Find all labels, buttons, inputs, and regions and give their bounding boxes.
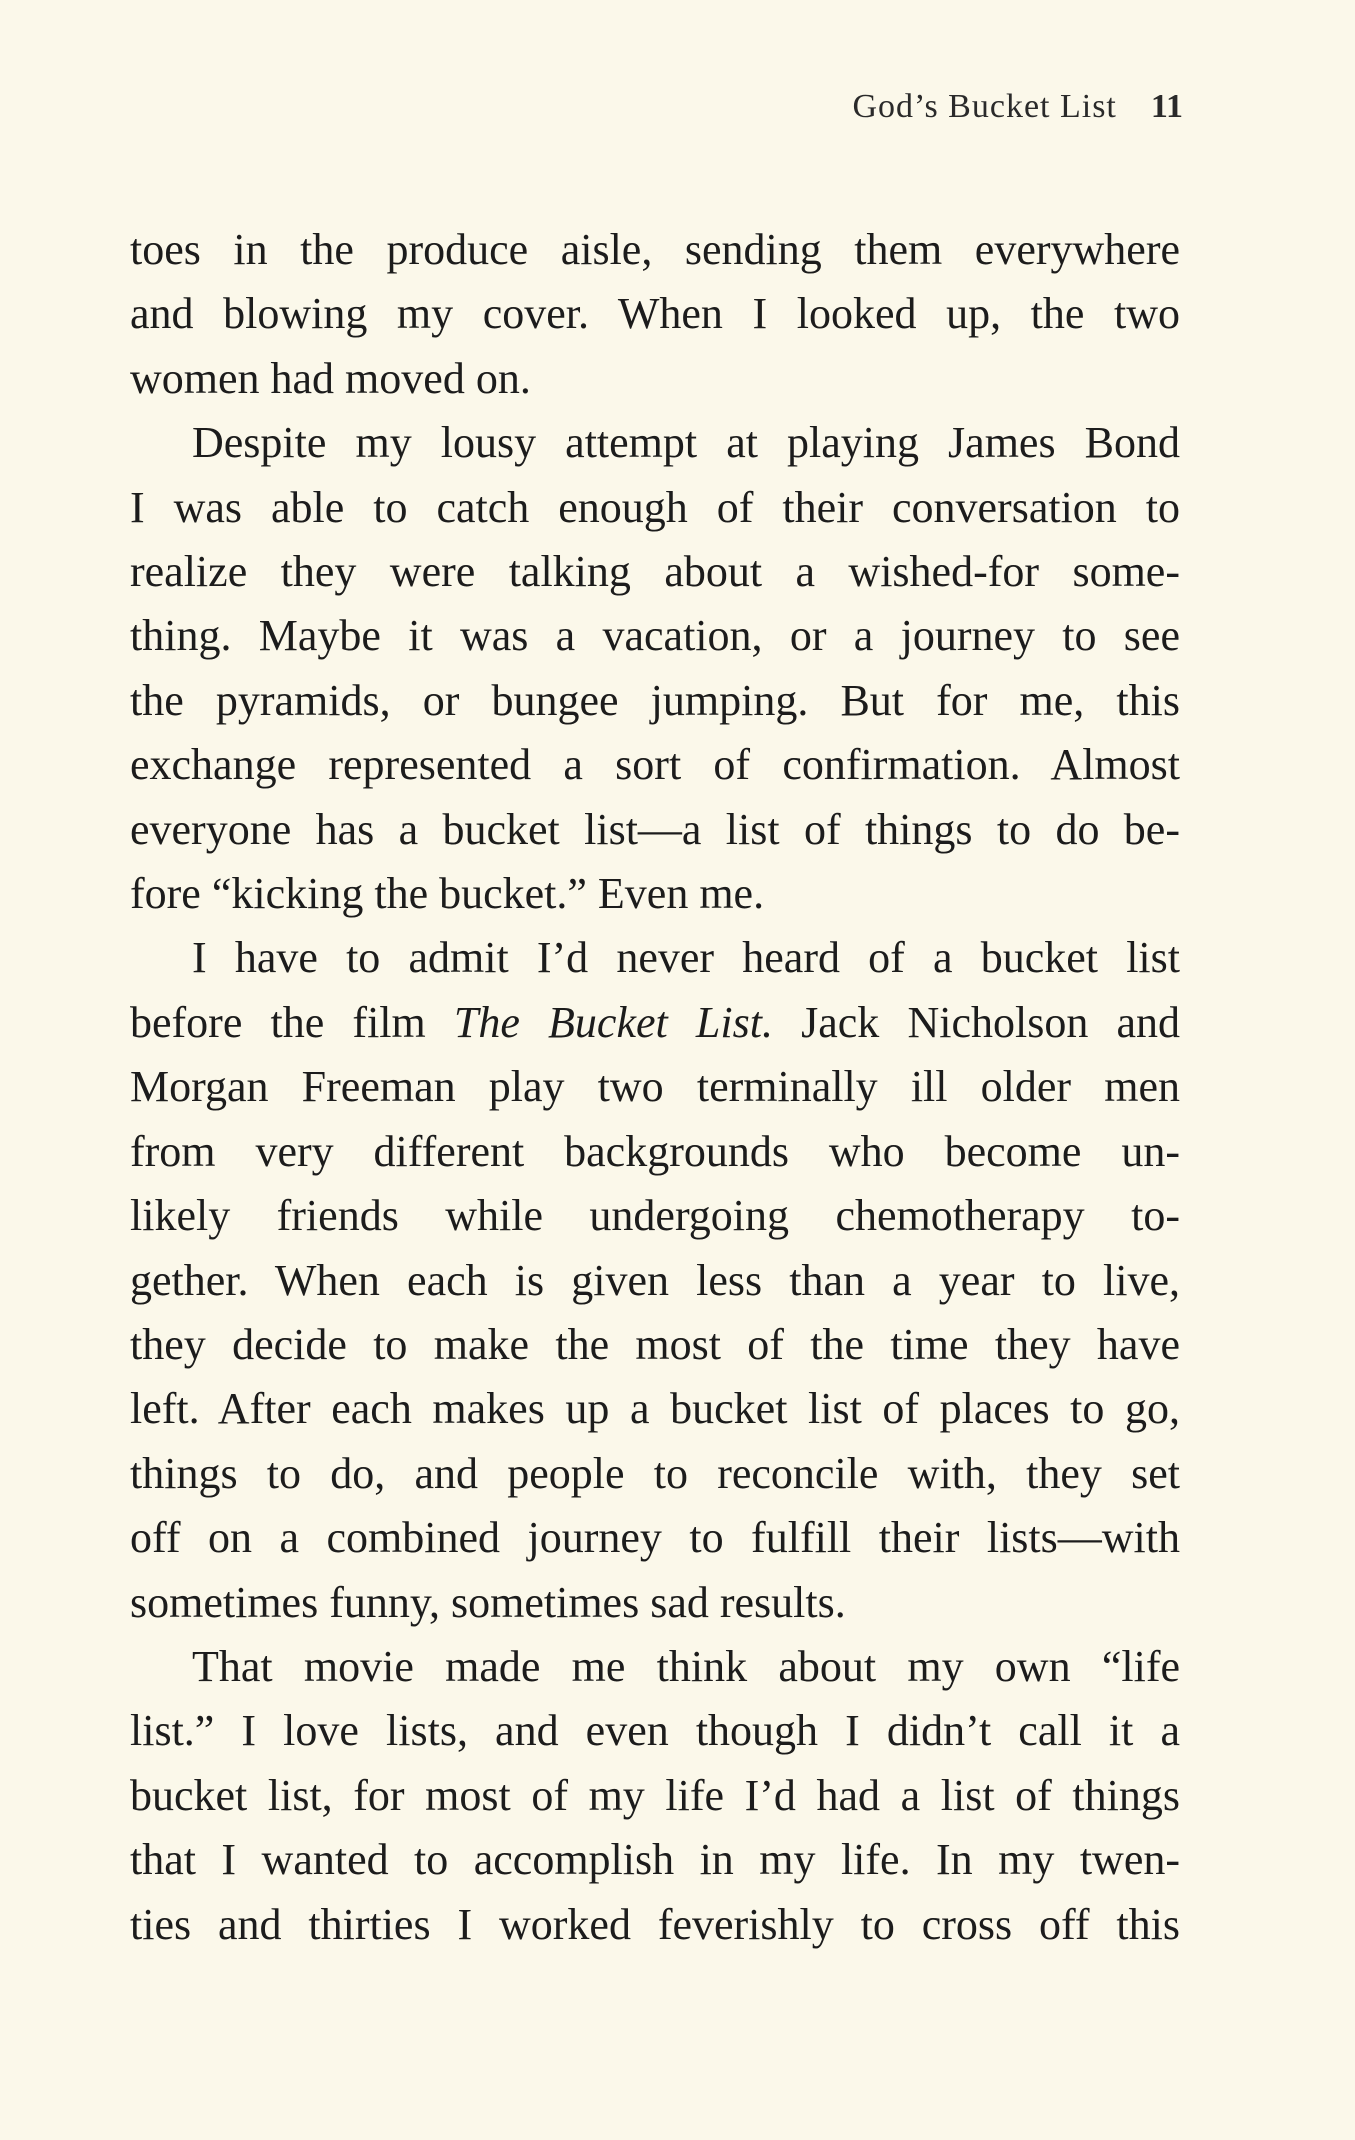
paragraph-4 <box>130 1635 1180 1957</box>
running-head <box>852 88 1183 126</box>
paragraph-2 <box>130 411 1180 926</box>
text-line: sometimes funny, sometimes sad results. <box>130 1577 846 1627</box>
text-line: off on a combined journey to fulfill their lists—with <box>130 1513 1180 1563</box>
text-line: toes in the produce aisle, sending them everywhere <box>130 225 1180 274</box>
text-line: things to do, and people to reconcile with, they set <box>130 1448 1180 1498</box>
text-line: list.” I love lists, and even though I didn’t call it a <box>130 1706 1180 1756</box>
text-line: everyone has a bucket list—a list of things to do be- <box>130 804 1180 854</box>
film-title: The Bucket List. <box>453 997 773 1047</box>
text-line: they decide to make the most of the time they have <box>130 1319 1180 1369</box>
text-line: Morgan Freeman play two terminally ill older men <box>130 1062 1180 1112</box>
text-line: I have to admit I’d never heard of a bucket list <box>192 933 1180 983</box>
paragraph-1 <box>130 218 1180 411</box>
running-title: God’s Bucket List <box>852 88 1117 125</box>
text-line: ties and thirties I worked feverishly to cross off this <box>130 1899 1180 1949</box>
text-line: and blowing my cover. When I looked up, the two <box>130 289 1180 339</box>
text-line: thing. Maybe it was a vacation, or a journey to see <box>130 611 1180 661</box>
text-line: I was able to catch enough of their conversation to <box>130 482 1180 532</box>
paragraph-3 <box>130 926 1180 1634</box>
text-line: That movie made me think about my own “life <box>192 1641 1180 1691</box>
text-fragment: before the film <box>130 997 454 1047</box>
text-line: left. After each makes up a bucket list of places to go, <box>130 1384 1180 1434</box>
text-fragment: Jack Nicholson and <box>772 997 1180 1047</box>
text-line: exchange represented a sort of confirmation. Almost <box>130 740 1180 790</box>
text-line: from very different backgrounds who become un- <box>130 1126 1180 1176</box>
text-line: Despite my lousy attempt at playing James Bond <box>192 418 1180 468</box>
text-line: realize they were talking about a wished-for some- <box>130 547 1180 597</box>
text-line: gether. When each is given less than a year to live, <box>130 1255 1180 1305</box>
body-text <box>130 218 1180 1957</box>
text-line: women had moved on. <box>130 353 531 403</box>
text-line: the pyramids, or bungee jumping. But for me, this <box>130 675 1180 725</box>
text-line-with-title <box>130 991 1180 1055</box>
page-number: 11 <box>1150 88 1183 125</box>
text-line: likely friends while undergoing chemotherapy to- <box>130 1191 1180 1241</box>
text-line: fore “kicking the bucket.” Even me. <box>130 869 765 919</box>
text-line: bucket list, for most of my life I’d had a list of things <box>130 1770 1180 1820</box>
text-line: that I wanted to accomplish in my life. In my twen- <box>130 1835 1180 1885</box>
